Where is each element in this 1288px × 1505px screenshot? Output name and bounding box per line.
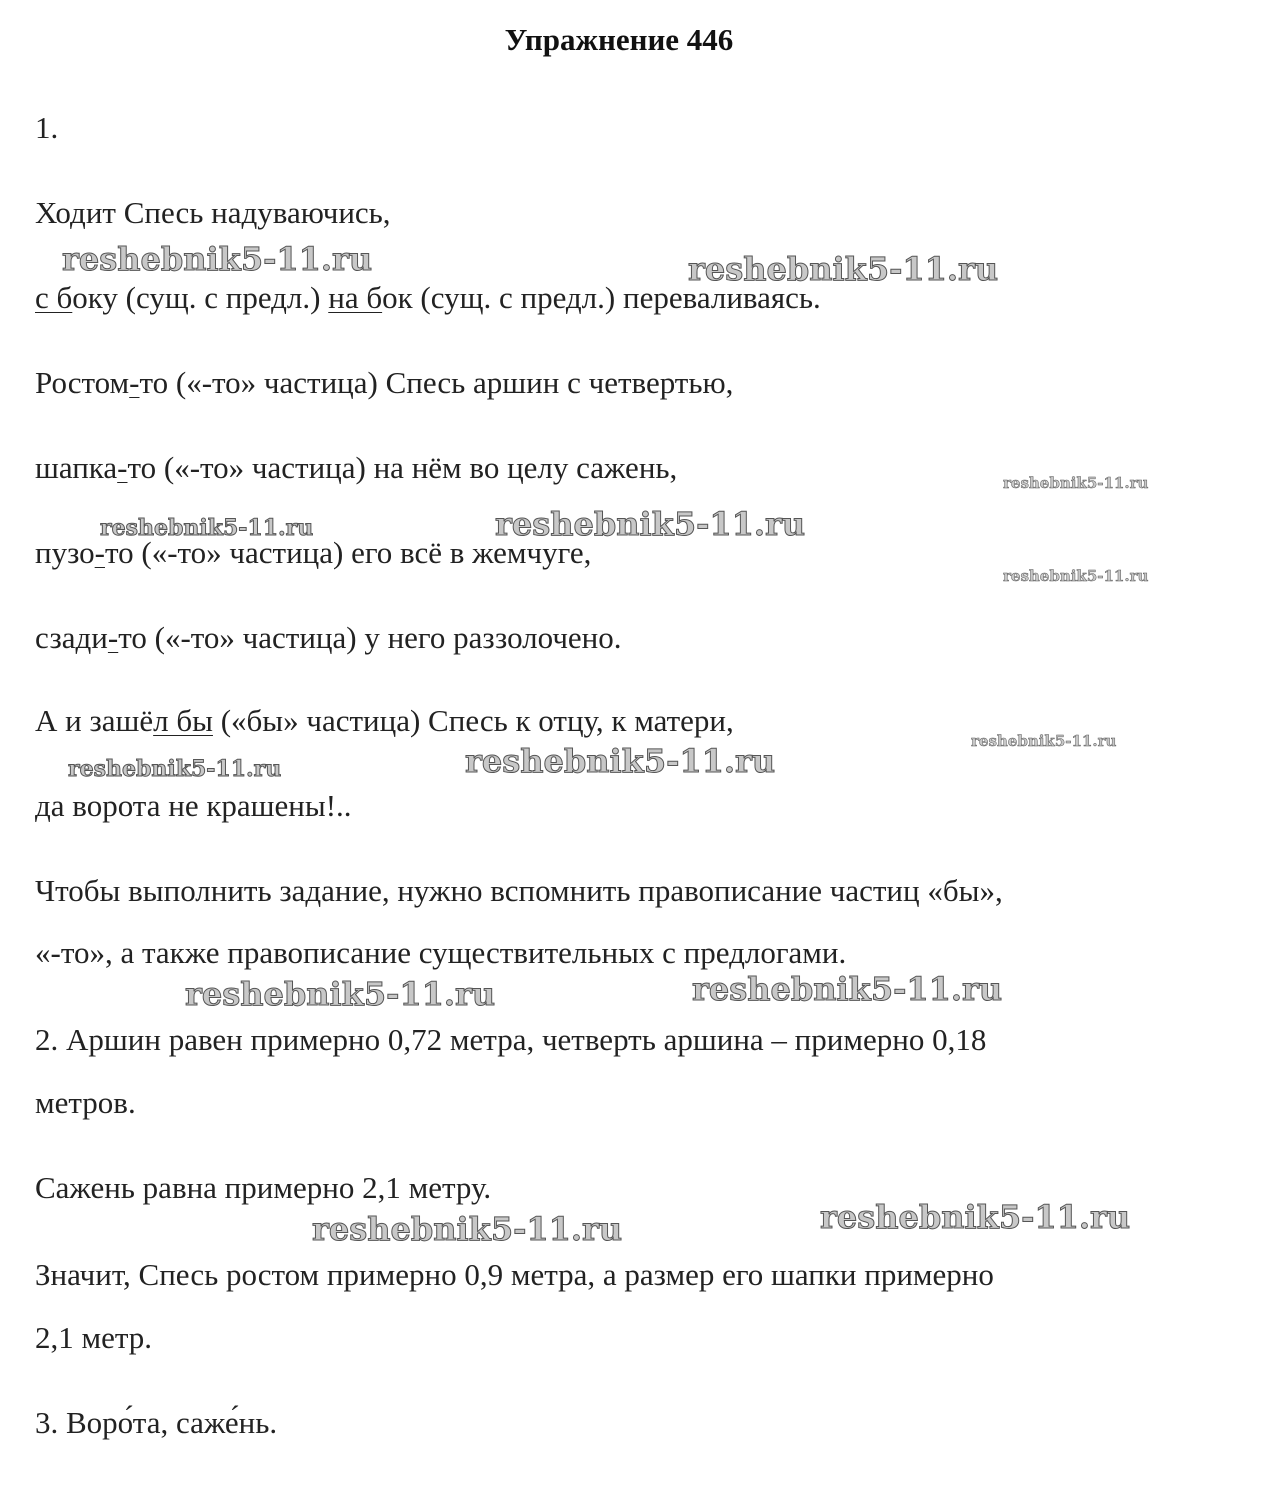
underlined-hyphen: - [107,620,119,655]
underlined-preposition: на б [328,280,383,315]
watermark: reshebnik5-11.ru [62,240,373,278]
watermark: reshebnik5-11.ru [688,250,999,288]
poem-line-3: Ростом-то («-то» частица) Спесь аршин с четвертью, [35,365,734,400]
watermark: reshebnik5-11.ru [465,742,776,780]
poem-line-8: да ворота не крашены!.. [35,788,352,823]
watermark: reshebnik5-11.ru [1003,567,1149,585]
answer-2-line-3: Сажень равна примерно 2,1 метру. [35,1170,492,1205]
watermark: reshebnik5-11.ru [820,1198,1131,1236]
poem-line-4: шапка-то («-то» частица) на нём во целу сажень, [35,450,678,485]
answer-2-line-5: 2,1 метр. [35,1320,153,1355]
watermark: reshebnik5-11.ru [971,732,1117,750]
explanation-line-2: «-то», а также правописание существительных с предлогами. [35,935,847,970]
page-title: Упражнение 446 [504,22,734,57]
underlined-hyphen: - [117,450,128,485]
watermark: reshebnik5-11.ru [312,1210,623,1248]
answer-2-line-2: метров. [35,1085,136,1120]
watermark: reshebnik5-11.ru [1003,474,1149,492]
poem-line-2: с боку (сущ. с предл.) на бок (сущ. с предл.) переваливаясь. [35,280,821,315]
underlined-preposition: с б [35,280,73,315]
poem-line-5: пузо-то («-то» частица) его всё в жемчуге, [35,535,592,570]
poem-line-6: сзади-то («-то» частица) у него раззолочено. [35,620,622,655]
explanation-line-1: Чтобы выполнить задание, нужно вспомнить правописание частиц «бы», [35,873,1003,908]
answer-2-line-4: Значит, Спесь ростом примерно 0,9 метра, а размер его шапки примерно [35,1257,994,1292]
watermark: reshebnik5-11.ru [100,515,314,541]
poem-line-7: А и зашёл бы («бы» частица) Спесь к отцу, к матери, [35,703,734,738]
watermark: reshebnik5-11.ru [495,505,806,543]
watermark: reshebnik5-11.ru [185,975,496,1013]
underlined-hyphen: - [94,535,105,570]
poem-line-1: Ходит Спесь надуваючись, [35,195,391,230]
answer-2-line-1: 2. Аршин равен примерно 0,72 метра, четверть аршина – примерно 0,18 [35,1022,987,1057]
section-1-number: 1. [35,110,59,145]
underlined-particle: л бы [153,703,213,738]
watermark: reshebnik5-11.ru [692,970,1003,1008]
watermark: reshebnik5-11.ru [68,756,282,782]
answer-3-line: 3. Воро́та, саже́нь. [35,1405,278,1440]
underlined-hyphen: - [129,365,140,400]
